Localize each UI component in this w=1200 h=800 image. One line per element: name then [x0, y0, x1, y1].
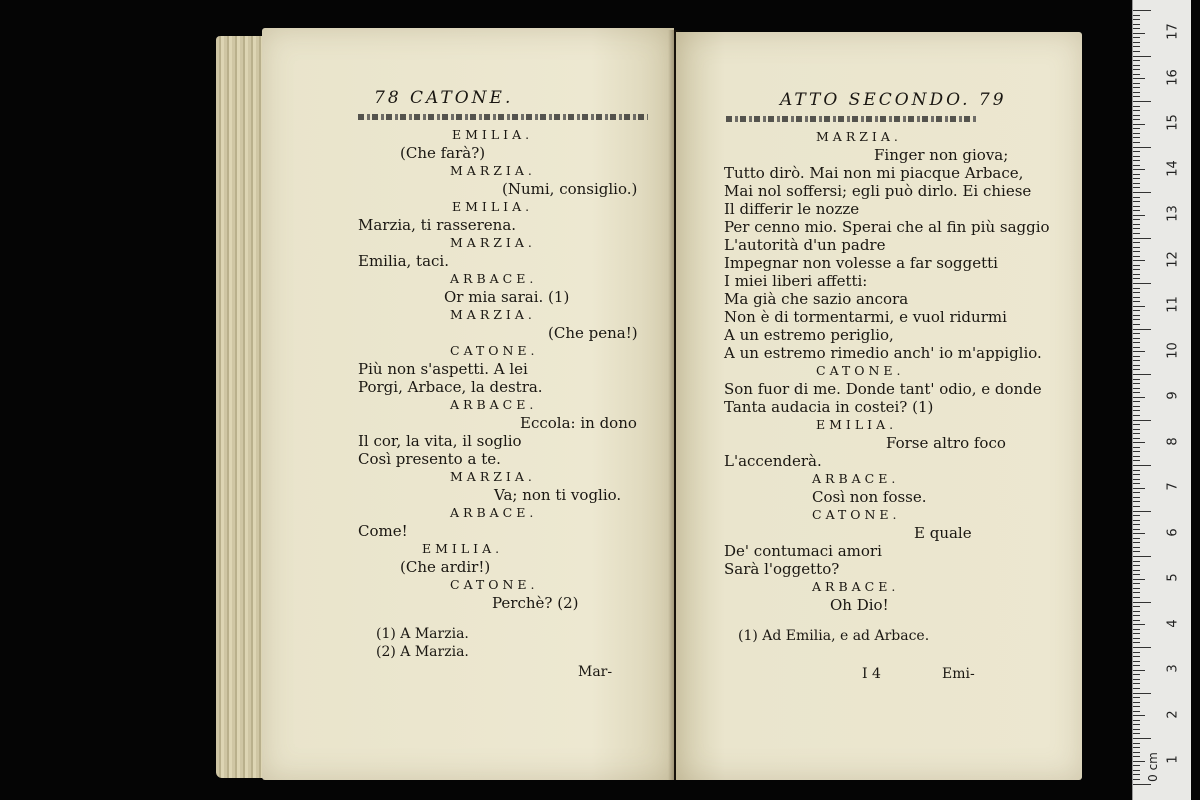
footnote: (1) Ad Emilia, e ad Arbace.	[738, 628, 930, 644]
ruler-tick	[1133, 547, 1140, 548]
ruler-tick	[1133, 28, 1140, 29]
verse: Porgi, Arbace, la destra.	[358, 378, 543, 396]
ruler-tick	[1133, 579, 1145, 580]
ruler-tick	[1133, 278, 1140, 279]
ruler-tick	[1133, 492, 1140, 493]
ruler-tick	[1133, 511, 1151, 512]
ruler-number: 10	[1165, 341, 1181, 359]
ruler-tick	[1133, 46, 1140, 47]
ruler-tick	[1133, 201, 1140, 202]
verse: (Che ardir!)	[400, 558, 491, 576]
ruler-tick	[1133, 756, 1140, 757]
ruler-tick	[1133, 533, 1145, 534]
ruler-tick	[1133, 228, 1140, 229]
ruler-tick	[1133, 238, 1151, 239]
ruler-tick	[1133, 183, 1140, 184]
ruler-tick	[1133, 729, 1140, 730]
verse: Forse altro foco	[886, 434, 1006, 452]
ruler-tick	[1133, 133, 1140, 134]
verse: Più non s'aspetti. A lei	[358, 360, 528, 378]
verse: Eccola: in dono	[520, 414, 637, 432]
verse: Il differir le nozze	[724, 200, 860, 218]
ruler-number: 11	[1165, 296, 1181, 313]
ruler-tick	[1133, 670, 1145, 671]
speaker: EMILIA.	[816, 417, 898, 432]
ruler-tick	[1133, 256, 1140, 257]
right-ornament-rule	[726, 116, 976, 122]
ruler-tick	[1133, 497, 1140, 498]
ruler-tick	[1133, 624, 1145, 625]
ruler-tick	[1133, 656, 1140, 657]
ruler-tick	[1133, 479, 1140, 480]
ruler-number: 17	[1165, 23, 1181, 40]
ruler-tick	[1133, 165, 1140, 166]
speaker: ARBACE.	[812, 471, 900, 486]
catchword: Mar-	[578, 664, 613, 680]
ruler-tick	[1133, 251, 1140, 252]
ruler-tick	[1133, 96, 1140, 97]
ruler-tick	[1133, 379, 1140, 380]
ruler-tick	[1133, 83, 1140, 84]
ruler-tick	[1133, 693, 1151, 694]
speaker: ARBACE.	[450, 505, 538, 520]
verse: Ma già che sazio ancora	[724, 290, 909, 308]
ruler-tick	[1133, 724, 1140, 725]
ruler-tick	[1133, 538, 1140, 539]
ruler-tick	[1133, 770, 1140, 771]
ruler-tick	[1133, 588, 1140, 589]
ruler-tick	[1133, 160, 1140, 161]
ruler-tick	[1133, 761, 1145, 762]
ruler-tick	[1133, 470, 1140, 471]
left-running-head: 78 CATONE.	[374, 88, 514, 108]
ruler-tick	[1133, 429, 1140, 430]
ruler-tick	[1133, 620, 1140, 621]
ruler-tick	[1133, 356, 1140, 357]
verse: (Che pena!)	[548, 324, 638, 342]
ruler-number: 1	[1165, 755, 1181, 764]
speaker: CATONE.	[812, 507, 901, 522]
verse: E quale	[914, 524, 972, 542]
ruler-tick	[1133, 283, 1151, 284]
ruler-tick	[1133, 142, 1140, 143]
ruler-unit-label: 0 cm	[1145, 752, 1160, 782]
ruler-tick	[1133, 529, 1140, 530]
ruler-tick	[1133, 570, 1140, 571]
ruler-number: 9	[1165, 391, 1181, 400]
ruler-tick	[1133, 19, 1140, 20]
ruler-tick	[1133, 752, 1140, 753]
ruler-tick	[1133, 110, 1140, 111]
ruler-tick	[1133, 224, 1140, 225]
speaker: MARZIA.	[450, 307, 536, 322]
verse: A un estremo periglio,	[724, 326, 894, 344]
ruler-tick	[1133, 542, 1140, 543]
ruler-tick	[1133, 219, 1140, 220]
ruler-number: 13	[1165, 205, 1181, 222]
ruler-tick	[1133, 410, 1140, 411]
footnote: (1) A Marzia.	[376, 626, 469, 642]
ruler-tick	[1133, 447, 1140, 448]
left-page	[262, 28, 674, 780]
verse: A un estremo rimedio anch' io m'appiglio.	[724, 344, 1042, 362]
ruler-number: 16	[1165, 68, 1181, 86]
ruler-tick	[1133, 124, 1145, 125]
ruler-tick	[1133, 247, 1140, 248]
ruler-tick	[1133, 24, 1140, 25]
verse: De' contumaci amori	[724, 542, 882, 560]
ruler-tick	[1133, 551, 1140, 552]
ruler-tick	[1133, 329, 1151, 330]
ruler-tick	[1133, 602, 1151, 603]
verse: Come!	[358, 522, 408, 540]
ruler-tick	[1133, 106, 1140, 107]
left-ornament-rule	[358, 114, 648, 120]
verse: Tanta audacia in costei? (1)	[724, 398, 934, 416]
ruler-tick	[1133, 374, 1151, 375]
ruler-tick	[1133, 433, 1140, 434]
verse: Finger non giova;	[874, 146, 1009, 164]
ruler-tick	[1133, 774, 1140, 775]
measuring-ruler	[1132, 0, 1191, 800]
ruler-tick	[1133, 33, 1145, 34]
speaker: ARBACE.	[450, 271, 538, 286]
ruler-number: 2	[1165, 709, 1181, 719]
ruler-tick	[1133, 779, 1140, 780]
ruler-tick	[1133, 697, 1140, 698]
ruler-number: 14	[1165, 159, 1181, 177]
ruler-tick	[1133, 606, 1140, 607]
ruler-tick	[1133, 233, 1140, 234]
ruler-tick	[1133, 333, 1140, 334]
ruler-tick	[1133, 151, 1140, 152]
ruler-tick	[1133, 583, 1140, 584]
ruler-tick	[1133, 711, 1140, 712]
ruler-tick	[1133, 456, 1140, 457]
ruler-tick	[1133, 451, 1140, 452]
verse: Marzia, ti rasserena.	[358, 216, 517, 234]
ruler-tick	[1133, 674, 1140, 675]
ruler-tick	[1133, 574, 1140, 575]
ruler-tick	[1133, 292, 1140, 293]
ruler-tick	[1133, 315, 1140, 316]
ruler-tick	[1133, 392, 1140, 393]
ruler-tick	[1133, 388, 1140, 389]
ruler-tick	[1133, 565, 1140, 566]
ruler-tick	[1133, 101, 1151, 102]
verse: L'accenderà.	[724, 452, 822, 470]
speaker: EMILIA.	[452, 127, 534, 142]
speaker: ARBACE.	[450, 397, 538, 412]
ruler-tick	[1133, 474, 1140, 475]
ruler-tick	[1133, 415, 1140, 416]
ruler-tick	[1133, 347, 1140, 348]
ruler-tick	[1133, 383, 1140, 384]
ruler-tick	[1133, 738, 1151, 739]
speaker: CATONE.	[450, 343, 539, 358]
ruler-tick	[1133, 506, 1140, 507]
ruler-tick	[1133, 592, 1140, 593]
ruler-tick	[1133, 342, 1140, 343]
ruler-tick	[1133, 60, 1140, 61]
ruler-tick	[1133, 242, 1140, 243]
verse: Così non fosse.	[812, 488, 927, 506]
verse: Oh Dio!	[830, 596, 889, 614]
verse: Non è di tormentarmi, e vuol ridurmi	[724, 308, 1007, 326]
verse: Impegnar non volesse a far soggetti	[724, 254, 998, 272]
ruler-number: 3	[1165, 664, 1181, 673]
ruler-tick	[1133, 438, 1140, 439]
right-page	[676, 32, 1082, 780]
ruler-number: 7	[1165, 482, 1181, 491]
ruler-tick	[1133, 319, 1140, 320]
ruler-tick	[1133, 401, 1140, 402]
ruler-tick	[1133, 702, 1140, 703]
ruler-tick	[1133, 442, 1145, 443]
ruler-tick	[1133, 187, 1140, 188]
ruler-tick	[1133, 460, 1140, 461]
verse: Così presento a te.	[358, 450, 501, 468]
speaker: MARZIA.	[450, 469, 536, 484]
ruler-tick	[1133, 265, 1140, 266]
ruler-tick	[1133, 633, 1140, 634]
footnote: (2) A Marzia.	[376, 644, 469, 660]
ruler-tick	[1133, 119, 1140, 120]
ruler-tick	[1133, 74, 1140, 75]
ruler-tick	[1133, 501, 1140, 502]
ruler-tick	[1133, 720, 1140, 721]
ruler-number: 15	[1165, 114, 1181, 131]
verse: Il cor, la vita, il soglio	[358, 432, 522, 450]
ruler-tick	[1133, 652, 1140, 653]
speaker: EMILIA.	[452, 199, 534, 214]
verse: Va; non ti voglio.	[494, 486, 622, 504]
ruler-tick	[1133, 15, 1140, 16]
ruler-tick	[1133, 197, 1140, 198]
speaker: MARZIA.	[450, 235, 536, 250]
ruler-tick	[1133, 365, 1140, 366]
ruler-tick	[1133, 397, 1145, 398]
ruler-tick	[1133, 115, 1140, 116]
ruler-number: 8	[1165, 436, 1181, 446]
ruler-tick	[1133, 174, 1140, 175]
ruler-tick	[1133, 87, 1140, 88]
speaker: MARZIA.	[816, 129, 902, 144]
ruler-tick	[1133, 369, 1140, 370]
ruler-tick	[1133, 156, 1140, 157]
ruler-tick	[1133, 301, 1140, 302]
ruler-tick	[1133, 78, 1145, 79]
ruler-tick	[1133, 351, 1145, 352]
ruler-tick	[1133, 65, 1140, 66]
verse: (Numi, consiglio.)	[502, 180, 638, 198]
ruler-tick	[1133, 338, 1140, 339]
ruler-tick	[1133, 638, 1140, 639]
ruler-tick	[1133, 465, 1151, 466]
ruler-tick	[1133, 733, 1140, 734]
ruler-tick	[1133, 688, 1140, 689]
ruler-tick	[1133, 260, 1145, 261]
ruler-tick	[1133, 406, 1140, 407]
ruler-tick	[1133, 288, 1140, 289]
ruler-tick	[1133, 137, 1140, 138]
ruler-tick	[1133, 647, 1151, 648]
verse: Son fuor di me. Donde tant' odio, e donde	[724, 380, 1042, 398]
ruler-number: 6	[1165, 527, 1181, 537]
signature-mark: I 4	[862, 666, 881, 682]
ruler-tick	[1133, 679, 1140, 680]
verse: Emilia, taci.	[358, 252, 449, 270]
ruler-tick	[1133, 51, 1140, 52]
ruler-tick	[1133, 56, 1151, 57]
ruler-tick	[1133, 483, 1140, 484]
verse: Mai nol soffersi; egli può dirlo. Ei chiese	[724, 182, 1032, 200]
ruler-tick	[1133, 42, 1140, 43]
ruler-tick	[1133, 597, 1140, 598]
ruler-tick	[1133, 615, 1140, 616]
ruler-tick	[1133, 515, 1140, 516]
ruler-tick	[1133, 488, 1145, 489]
ruler-tick	[1133, 743, 1140, 744]
ruler-tick	[1133, 765, 1140, 766]
speaker: CATONE.	[816, 363, 905, 378]
ruler-tick	[1133, 310, 1140, 311]
ruler-number: 12	[1165, 250, 1181, 268]
verse: Or mia sarai. (1)	[444, 288, 570, 306]
ruler-tick	[1133, 269, 1140, 270]
ruler-tick	[1133, 37, 1140, 38]
ruler-tick	[1133, 92, 1140, 93]
ruler-tick	[1133, 784, 1151, 785]
ruler-tick	[1133, 629, 1140, 630]
speaker: ARBACE.	[812, 579, 900, 594]
verse: L'autorità d'un padre	[724, 236, 886, 254]
ruler-tick	[1133, 10, 1151, 11]
ruler-tick	[1133, 360, 1140, 361]
ruler-tick	[1133, 683, 1140, 684]
ruler-tick	[1133, 424, 1140, 425]
verse: I miei liberi affetti:	[724, 272, 868, 290]
speaker: MARZIA.	[450, 163, 536, 178]
ruler-number: 5	[1165, 573, 1181, 582]
ruler-tick	[1133, 128, 1140, 129]
ruler-number: 4	[1165, 618, 1181, 628]
ruler-tick	[1133, 561, 1140, 562]
speaker: EMILIA.	[422, 541, 504, 556]
ruler-tick	[1133, 178, 1140, 179]
ruler-tick	[1133, 206, 1140, 207]
verse: Per cenno mio. Sperai che al fin più saggio	[724, 218, 1050, 236]
ruler-tick	[1133, 274, 1140, 275]
speaker: CATONE.	[450, 577, 539, 592]
ruler-tick	[1133, 665, 1140, 666]
ruler-tick	[1133, 169, 1145, 170]
verse: Tutto dirò. Mai non mi piacque Arbace,	[724, 164, 1024, 182]
verse: (Che farà?)	[400, 144, 486, 162]
ruler-tick	[1133, 715, 1145, 716]
right-running-head: ATTO SECONDO. 79	[780, 90, 1007, 110]
catchword: Emi-	[942, 666, 975, 682]
ruler-tick	[1133, 147, 1151, 148]
ruler-tick	[1133, 306, 1145, 307]
ruler-tick	[1133, 747, 1140, 748]
ruler-tick	[1133, 611, 1140, 612]
ruler-tick	[1133, 420, 1151, 421]
verse: Perchè? (2)	[492, 594, 579, 612]
ruler-tick	[1133, 192, 1151, 193]
ruler-tick	[1133, 69, 1140, 70]
ruler-tick	[1133, 661, 1140, 662]
ruler-tick	[1133, 556, 1151, 557]
ruler-tick	[1133, 642, 1140, 643]
ruler-tick	[1133, 706, 1140, 707]
ruler-tick	[1133, 210, 1140, 211]
ruler-tick	[1133, 524, 1140, 525]
ruler-tick	[1133, 215, 1145, 216]
ruler-tick	[1133, 520, 1140, 521]
ruler-tick	[1133, 297, 1140, 298]
ruler-tick	[1133, 324, 1140, 325]
verse: Sarà l'oggetto?	[724, 560, 840, 578]
